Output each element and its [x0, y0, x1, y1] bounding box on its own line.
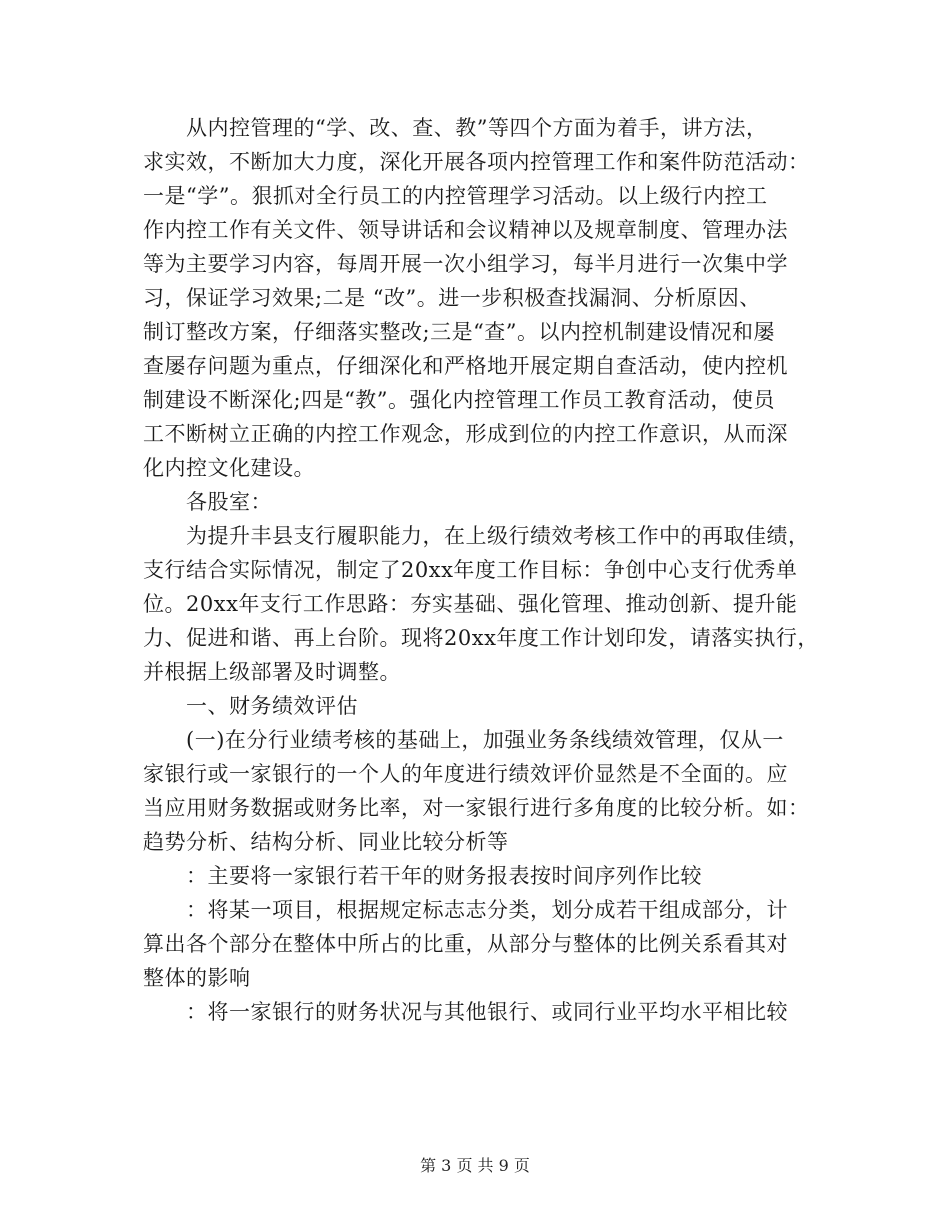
paragraph-line: 习，保证学习效果;二是 “改”。进一步积极查找漏洞、分析原因、 [143, 286, 761, 310]
paragraph-line: 整体的影响 [143, 966, 251, 990]
paragraph-line: 制订整改方案，仔细落实整改;三是“查”。以内控机制建设情况和屡 [143, 320, 776, 344]
paragraph-line: 等为主要学习内容，每周开展一次小组学习，每半月进行一次集中学 [143, 252, 788, 276]
section-heading: 一、财务绩效评估 [186, 694, 358, 718]
page-number-footer: 第 3 页 共 9 页 [420, 1156, 530, 1175]
paragraph-line: 化内控文化建设。 [143, 456, 315, 480]
paragraph-line: 当应用财务数据或财务比率，对一家银行进行多角度的比较分析。如： [143, 796, 810, 820]
paragraph-line: 力、促进和谐、再上台阶。现将20xx年度工作计划印发，请落实执行， [143, 626, 819, 650]
paragraph-line: 作内控工作有关文件、领导讲话和会议精神以及规章制度、管理办法 [143, 218, 788, 242]
paragraph-line: ：将某一项目，根据规定标志志分类，划分成若干组成部分，计 [186, 898, 788, 922]
paragraph-line: 查屡存问题为重点，仔细深化和严格地开展定期自查活动，使内控机 [143, 354, 788, 378]
paragraph-line: ：主要将一家银行若干年的财务报表按时间序列作比较 [186, 864, 702, 888]
paragraph-line: ：将一家银行的财务状况与其他银行、或同行业平均水平相比较 [186, 1000, 788, 1024]
salutation: 各股室： [186, 490, 272, 514]
paragraph-line: 家银行或一家银行的一个人的年度进行绩效评价显然是不全面的。应 [143, 762, 788, 786]
paragraph-line: 趋势分析、结构分析、同业比较分析等 [143, 830, 509, 854]
paragraph-line: 位。20xx年支行工作思路：夯实基础、强化管理、推动创新、提升能 [143, 592, 798, 616]
paragraph-line: 制建设不断深化;四是“教”。强化内控管理工作员工教育活动，使员 [143, 388, 776, 412]
paragraph-line: 工不断树立正确的内控工作观念，形成到位的内控工作意识，从而深 [143, 422, 788, 446]
paragraph-line: 并根据上级部署及时调整。 [143, 660, 401, 684]
paragraph-line: 为提升丰县支行履职能力，在上级行绩效考核工作中的再取佳绩， [186, 524, 810, 548]
paragraph-line: 从内控管理的“学、改、查、教”等四个方面为着手，讲方法， [186, 116, 768, 140]
paragraph-line: 支行结合实际情况，制定了20xx年度工作目标：争创中心支行优秀单 [143, 558, 798, 582]
paragraph-line: (一)在分行业绩考核的基础上，加强业务条线绩效管理，仅从一 [186, 728, 784, 752]
paragraph-line: 一是“学”。狠抓对全行员工的内控管理学习活动。以上级行内控工 [143, 184, 768, 208]
paragraph-line: 算出各个部分在整体中所占的比重，从部分与整体的比例关系看其对 [143, 932, 788, 956]
paragraph-line: 求实效，不断加大力度，深化开展各项内控管理工作和案件防范活动： [143, 150, 810, 174]
